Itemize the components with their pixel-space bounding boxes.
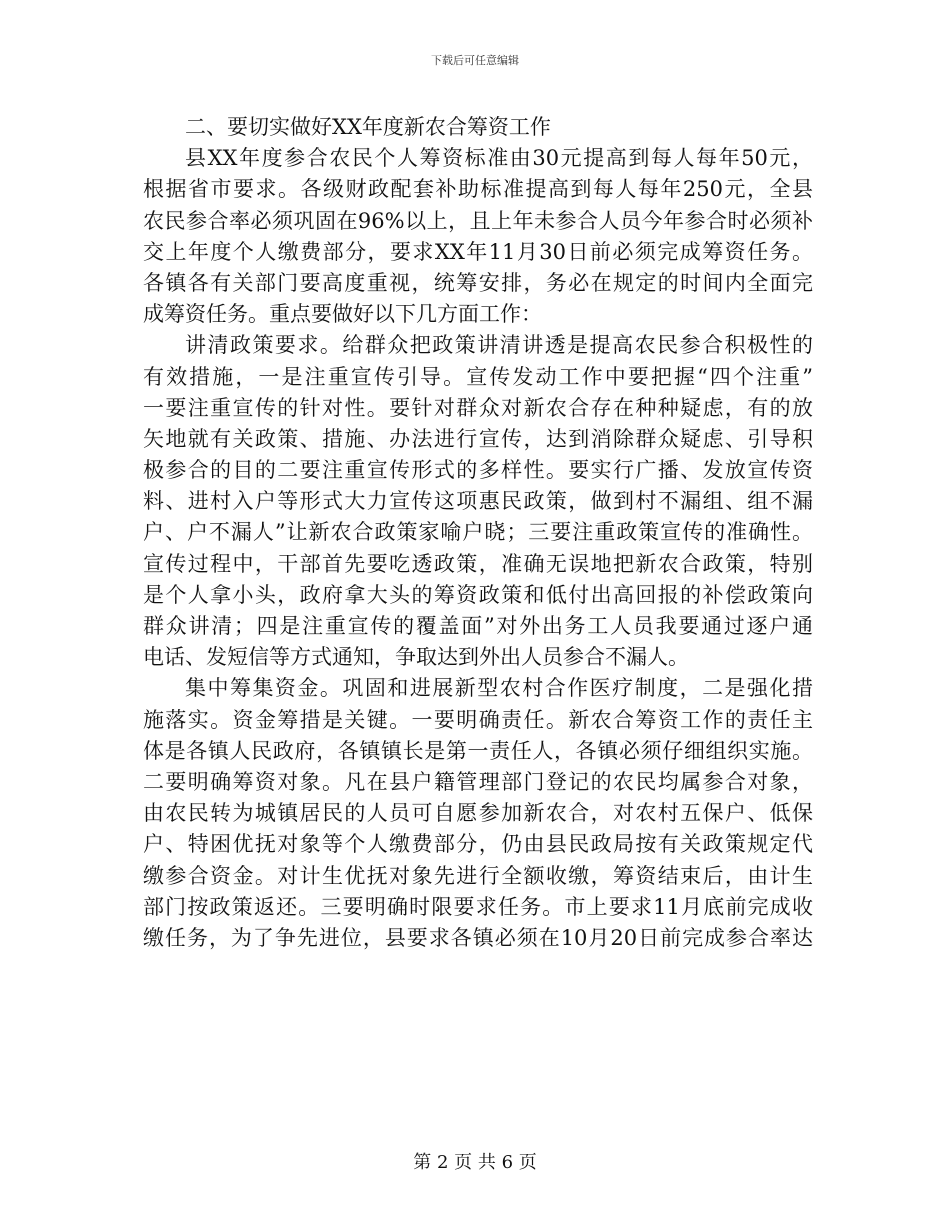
paragraph-line: 成筹资任务。重点要做好以下几方面工作： bbox=[143, 302, 542, 327]
paragraph-line: 农民参合率必须巩固在96%以上，且上年未参合人员今年参合时必须补 bbox=[143, 208, 813, 233]
page-number: 第 2 页 共 6 页 bbox=[413, 1152, 537, 1173]
paragraph-line: 缴参合资金。对计生优抚对象先进行全额收缴，筹资结束后，由计生 bbox=[143, 863, 813, 888]
paragraph-line: 户、特困优抚对象等个人缴费部分，仍由县民政局按有关政策规定代 bbox=[143, 832, 813, 857]
paragraph-line: 交上年度个人缴费部分，要求XX年11月30日前必须完成筹资任务。 bbox=[143, 239, 813, 264]
paragraph-line: 二要明确筹资对象。凡在县户籍管理部门登记的农民均属参合对象， bbox=[143, 769, 813, 794]
paragraph-line: 群众讲清；四是注重宣传的覆盖面”对外出务工人员我要通过逐户通 bbox=[143, 614, 813, 638]
paragraph-line: 电话、发短信等方式通知，争取达到外出人员参合不漏人。 bbox=[143, 645, 689, 670]
paragraph-line: 讲清政策要求。给群众把政策讲清讲透是提高农民参合积极性的 bbox=[185, 333, 813, 358]
paragraph-line: 各镇各有关部门要高度重视，统筹安排，务必在规定的时间内全面完 bbox=[143, 270, 813, 295]
paragraph-line: 根据省市要求。各级财政配套补助标准提高到每人每年250元，全县 bbox=[143, 177, 813, 202]
section-heading: 二、要切实做好XX年度新农合筹资工作 bbox=[185, 115, 551, 139]
paragraph-line: 一要注重宣传的针对性。要针对群众对新农合存在种种疑虑，有的放 bbox=[143, 395, 813, 420]
paragraph-line: 由农民转为城镇居民的人员可自愿参加新农合，对农村五保户、低保 bbox=[143, 801, 813, 826]
paragraph-line: 有效措施，一是注重宣传引导。宣传发动工作中要把握“四个注重” bbox=[143, 364, 813, 389]
paragraph-line: 部门按政策返还。三要明确时限要求任务。市上要求11月底前完成收 bbox=[143, 894, 813, 919]
paragraph-line: 户、户不漏人”让新农合政策家喻户晓；三要注重政策宣传的准确性。 bbox=[143, 520, 813, 545]
paragraph-line: 县XX年度参合农民个人筹资标准由30元提高到每人每年50元， bbox=[185, 146, 813, 171]
document-body bbox=[143, 112, 813, 954]
paragraph-line: 宣传过程中，干部首先要吃透政策，准确无误地把新农合政策，特别 bbox=[143, 551, 813, 576]
paragraph-line: 极参合的目的二要注重宣传形式的多样性。要实行广播、发放宣传资 bbox=[143, 458, 813, 483]
paragraph-line: 矢地就有关政策、措施、办法进行宣传，达到消除群众疑虑、引导积 bbox=[143, 426, 813, 451]
paragraph-line: 是个人拿小头，政府拿大头的筹资政策和低付出高回报的补偿政策向 bbox=[143, 582, 813, 607]
paragraph-line: 集中筹集资金。巩固和进展新型农村合作医疗制度，二是强化措 bbox=[185, 676, 813, 701]
paragraph-line: 缴任务，为了争先进位，县要求各镇必须在10月20日前完成参合率达 bbox=[143, 925, 813, 950]
page-header: 下载后可任意编辑 bbox=[431, 54, 519, 67]
paragraph-line: 施落实。资金筹措是关键。一要明确责任。新农合筹资工作的责任主 bbox=[143, 707, 813, 732]
paragraph-line: 体是各镇人民政府，各镇镇长是第一责任人，各镇必须仔细组织实施。 bbox=[143, 738, 813, 763]
paragraph-line: 料、进村入户等形式大力宣传这项惠民政策，做到村不漏组、组不漏 bbox=[143, 489, 813, 514]
